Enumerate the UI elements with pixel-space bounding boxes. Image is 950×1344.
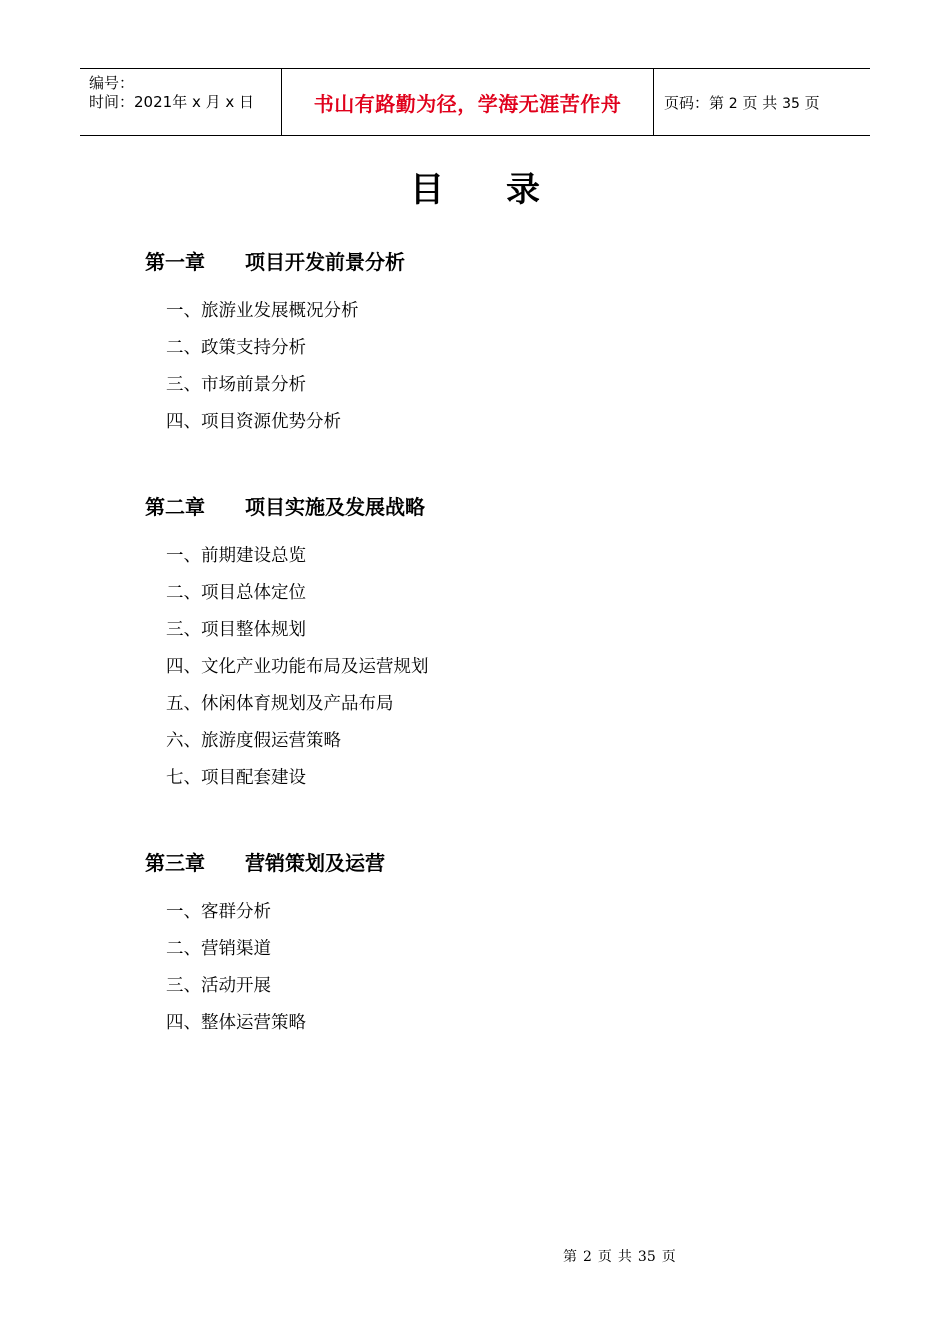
time-line [89,91,254,112]
toc-item: 二、政策支持分析 [166,338,306,358]
title-char-2: 录 [506,170,540,210]
toc-item: 二、营销渠道 [166,939,271,959]
chapter-heading [145,847,385,876]
chapter-heading [145,246,405,275]
page-footer [563,1246,682,1266]
footer-current-page: 2 [583,1249,592,1265]
code-label: 编号： [89,74,135,92]
footer-total-pages: 35 [637,1249,656,1265]
footer-text: 页 [597,1249,612,1265]
toc-item: 六、旅游度假运营策略 [166,731,341,751]
toc-item: 四、文化产业功能布局及运营规划 [166,657,429,677]
chapter-title: 项目开发前景分析 [245,250,405,274]
toc-item: 三、项目整体规划 [166,620,306,640]
toc-item: 三、市场前景分析 [166,375,306,395]
time-year: 2021 [134,93,173,111]
chapter-title: 项目实施及发展战略 [245,495,425,519]
toc-item: 七、项目配套建设 [166,768,306,788]
toc-item: 一、旅游业发展概况分析 [166,301,359,321]
chapter-number: 第三章 [145,851,205,875]
footer-text: 第 [563,1249,577,1265]
header-table [80,68,870,136]
footer-text: 页 [661,1249,676,1265]
toc-item: 一、客群分析 [166,902,271,922]
page-info [664,92,820,113]
chapter-number: 第一章 [145,250,205,274]
time-label: 时间： [89,93,135,111]
toc-item: 三、活动开展 [166,976,271,996]
page-current: 2 [728,95,738,112]
page-label: 页码：第 [664,93,725,112]
toc-item: 五、休闲体育规划及产品布局 [166,694,394,714]
time-rest: 年 x 月 x 日 [172,93,255,111]
chapter-title: 营销策划及运营 [245,851,385,875]
footer-text: 共 [617,1249,632,1265]
page-info-cell [654,69,870,135]
motto-cell [281,69,654,135]
page-end: 页 [804,93,820,112]
chapter-number: 第二章 [145,495,205,519]
toc-item: 四、整体运营策略 [166,1013,306,1033]
motto: 书山有路勤为径，学海无涯苦作舟 [313,91,622,116]
toc-item: 二、项目总体定位 [166,583,306,603]
chapter-heading [145,491,425,520]
toc-item: 一、前期建设总览 [166,546,306,566]
title-char-1: 目 [410,170,444,210]
page-title [0,162,950,211]
page-total: 35 [782,95,800,112]
header-meta-cell [80,69,281,135]
toc-item: 四、项目资源优势分析 [166,412,341,432]
page-mid: 页 共 [742,93,778,112]
